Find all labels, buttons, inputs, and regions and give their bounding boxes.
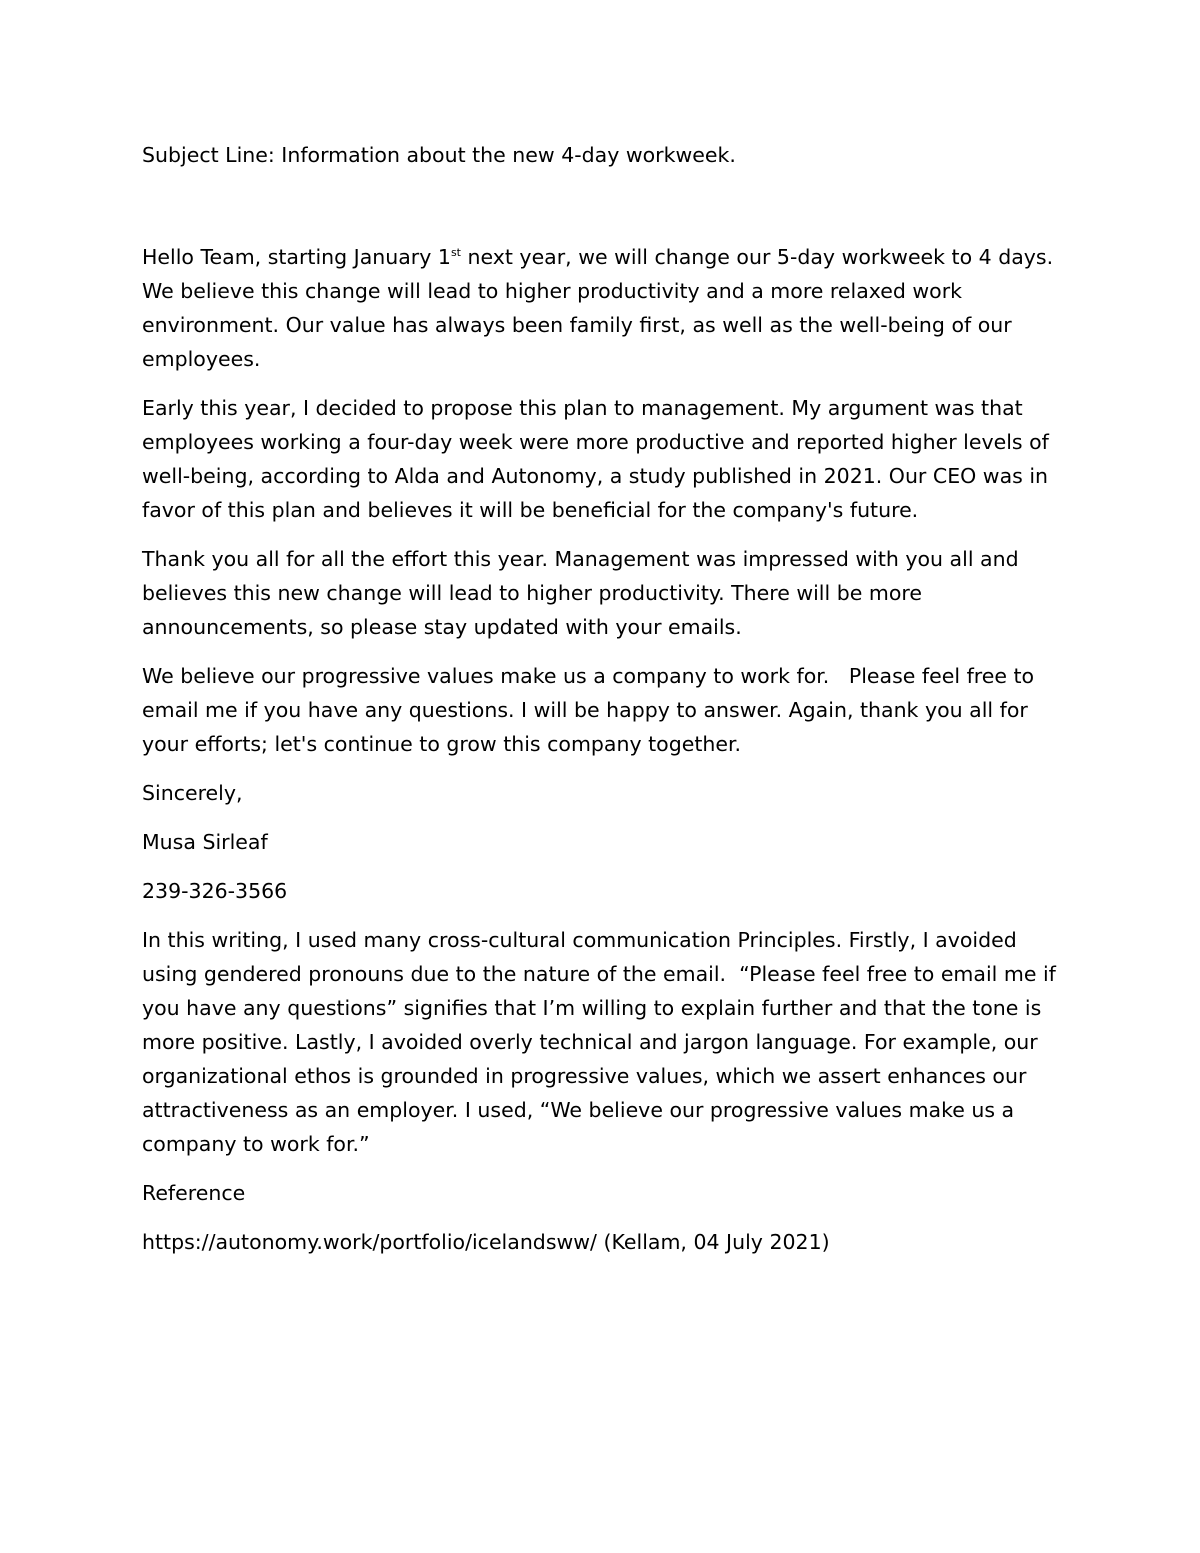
reference-link[interactable]: https://autonomy.work/portfolio/icelandsww/ (142, 1230, 597, 1254)
closing: Sincerely, (142, 781, 243, 805)
analysis-paragraph: In this writing, I used many cross-cultural communication Principles. Firstly, I avoided using gendered pronouns due to the nature of the email. “Please feel free to email me if you have any questions” signifies that I’m willing to explain further and that the tone is more positive. Lastly, I avoided overly technical and jargon language. For example, our organizational ethos is grounded in progressive values, which we assert enhances our attractiveness as an employer. I used, “We believe our progressive values make us a company to work for.” (142, 928, 1063, 1156)
reference-line (142, 1225, 1072, 1259)
greeting-text-continued: next year, we will change our 5-day workweek to 4 days. We believe this change will lead to higher productivity and a more relaxed work environment. Our value has always been family first, as well as the well-being of our employees. (142, 245, 1060, 371)
proposal-paragraph: Early this year, I decided to propose this plan to management. My argument was that employees working a four-day week were more productive and reported higher levels of well-being, according to Alda and Autonomy, a study published in 2021. Our CEO was in favor of this plan and believes it will be beneficial for the company's future. (142, 396, 1056, 522)
spacer (142, 172, 1072, 240)
signature-phone: 239-326-3566 (142, 879, 288, 903)
document-page (142, 138, 1072, 1274)
signature-name: Musa Sirleaf (142, 830, 268, 854)
values-paragraph: We believe our progressive values make us a company to work for. Please feel free to email me if you have any questions. I will be happy to answer. Again, thank you all for your efforts; let's continue to grow this company together. (142, 664, 1041, 756)
reference-heading: Reference (142, 1181, 246, 1205)
greeting-paragraph (142, 240, 1072, 376)
reference-citation: (Kellam, 04 July 2021) (596, 1230, 830, 1254)
ordinal-superscript: st (450, 246, 461, 260)
thanks-paragraph: Thank you all for all the effort this year. Management was impressed with you all and believes this new change will lead to higher productivity. There will be more announcements, so please stay updated with your emails. (142, 547, 1026, 639)
subject-line: Subject Line: Information about the new 4-day workweek. (142, 143, 736, 167)
greeting-text: Hello Team, starting January 1 (142, 245, 451, 269)
